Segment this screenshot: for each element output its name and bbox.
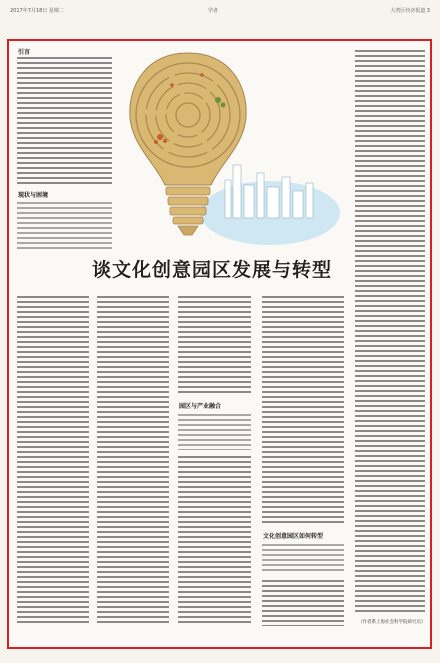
text-column-1 [17,296,89,626]
text-column-intro [17,57,112,187]
text-column-3b [178,456,251,626]
section-heading-intro: 引言 [18,49,31,56]
text-column-4 [262,296,344,526]
text-column-3-bold [178,414,251,450]
issue-date: 2017年7月18日 星期二 [10,8,64,14]
article-headline: 谈文化创意园区发展与转型 [92,259,333,281]
text-column-3 [178,296,251,396]
text-column-lead-bold [17,202,112,252]
lightbulb-base [166,187,210,235]
author-note: （作者系上海社会科学院研究员） [358,620,426,625]
section-heading-integration: 园区与产业融合 [179,403,222,410]
city-skyline-illustration [200,165,340,245]
section-heading-status: 现状与困境 [18,192,49,199]
section-name: 学者 [208,8,219,14]
section-heading-transform: 文化创意园区如何转型 [263,533,324,540]
lightbulb-body [130,53,246,185]
text-column-4-bold [262,544,344,574]
lightbulb-maze-illustration [120,45,340,245]
page-number: 大湾区经济报道 3 [390,8,430,14]
page-header [0,0,440,22]
text-column-2 [97,296,169,626]
text-column-4b [262,580,344,626]
text-column-right [355,50,425,615]
